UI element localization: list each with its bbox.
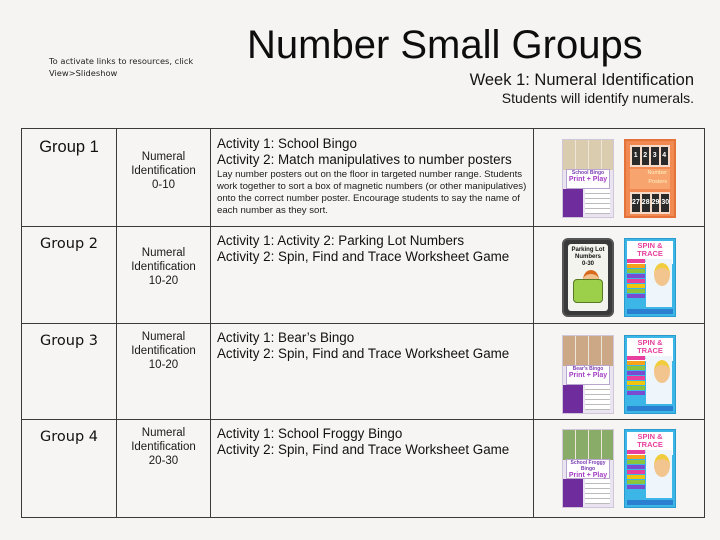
poster-number: 27 [632,194,640,212]
group-name-cell [22,324,117,420]
cover-subtitle: Print + Play [568,176,608,183]
focus-range: 10-20 [148,275,179,287]
focus-line: Numeral [141,247,186,259]
focus-cell [117,324,211,420]
activity-2-link[interactable]: Activity 2: Spin, Find and Trace Worksheet Game [217,442,510,457]
focus-cell [117,129,211,227]
focus-line: Numeral [141,331,186,343]
activities-cell [211,227,534,324]
skill-focus [117,420,210,468]
objective-text: Students will identify numerals. [501,90,694,106]
skill-focus [117,324,210,372]
focus-cell [117,420,211,518]
slideshow-instructions [49,55,229,79]
activity-2-link[interactable]: Activity 2: Spin, Find and Trace Worksheet Game [217,249,510,264]
activity-1-link[interactable]: Activity 1: School Froggy Bingo [217,426,403,441]
poster-number: 30 [661,194,669,212]
cover-subtitle: Print + Play [568,472,608,479]
table-row-group-3 [22,324,705,420]
parking-lot-numbers-cover-image[interactable] [562,238,614,317]
resources-cell [534,420,705,518]
page-title: Number Small Groups [247,23,643,67]
focus-line: Numeral [141,151,186,163]
table-row-group-4 [22,420,705,518]
focus-cell [117,227,211,324]
cover-title: School Bingo [571,170,605,176]
activities-cell [211,420,534,518]
table-row-group-2 [22,227,705,324]
resources-cell [534,227,705,324]
poster-number: 2 [642,147,650,165]
focus-line: Identification [131,165,196,177]
focus-range: 20-30 [148,455,179,467]
instruction-line-2: View>Slideshow [49,68,118,78]
focus-line: Identification [131,345,196,357]
focus-line: Identification [131,261,196,273]
skill-focus [117,227,210,288]
spin-trace-cover-image[interactable] [624,335,676,414]
poster-number: 3 [651,147,659,165]
activity-2-link[interactable]: Activity 2: Match manipulatives to number posters [217,152,512,167]
group-name-cell [22,129,117,227]
table-row-group-1 [22,129,705,227]
group-name: Group 1 [39,138,99,156]
spin-trace-cover-image[interactable] [624,429,676,508]
activities-cell [211,129,534,227]
focus-range: 0-10 [151,179,176,191]
cover-title: SPIN & TRACE [627,432,673,449]
group-name-cell [22,227,117,324]
group-name: Group 2 [40,236,98,252]
cover-range: 0-30 [581,261,594,267]
cover-title: SPIN & TRACE [627,338,673,355]
school-bingo-cover-image[interactable] [562,139,614,218]
focus-line: Numeral [141,427,186,439]
cover-title: Parking Lot Numbers [571,247,605,260]
group-name: Group 4 [40,429,98,445]
poster-number: 1 [632,147,640,165]
focus-range: 10-20 [148,359,179,371]
cover-title: Bear's Bingo [572,366,604,372]
bears-bingo-cover-image[interactable] [562,335,614,414]
cover-title: SPIN & TRACE [627,241,673,258]
focus-line: Identification [131,441,196,453]
activity-1-link[interactable]: Activity 1: Bear’s Bingo [217,330,355,345]
cover-title: School Froggy Bingo [570,460,606,472]
week-subtitle: Week 1: Numeral Identification [469,71,694,89]
activity-2-link[interactable]: Activity 2: Spin, Find and Trace Worksheet Game [217,346,510,361]
instruction-line-1: To activate links to resources, click [49,56,194,66]
activities-cell [211,324,534,420]
resources-cell [534,129,705,227]
activity-1-link[interactable]: Activity 1: School Bingo [217,136,357,151]
number-posters-cover-image[interactable] [624,139,676,218]
poster-number: 4 [661,147,669,165]
activity-description: Lay number posters out on the floor in targeted number range. Students work together to sort a box of magnetic numbers (or other manipulatives) onto the correct number poster. Encourage students to say the name of each number as they sort. [217,169,527,216]
spin-trace-cover-image[interactable] [624,238,676,317]
poster-number: 28 [642,194,650,212]
cover-title: Number Posters [630,169,670,189]
poster-number: 29 [652,194,660,212]
school-froggy-bingo-cover-image[interactable] [562,429,614,508]
groups-table [21,128,705,518]
group-name-cell [22,420,117,518]
activity-1-link[interactable]: Activity 1: Activity 2: Parking Lot Numbers [217,233,465,248]
cover-subtitle: Print + Play [568,372,608,379]
group-name: Group 3 [40,333,98,349]
skill-focus [117,129,210,192]
resources-cell [534,324,705,420]
